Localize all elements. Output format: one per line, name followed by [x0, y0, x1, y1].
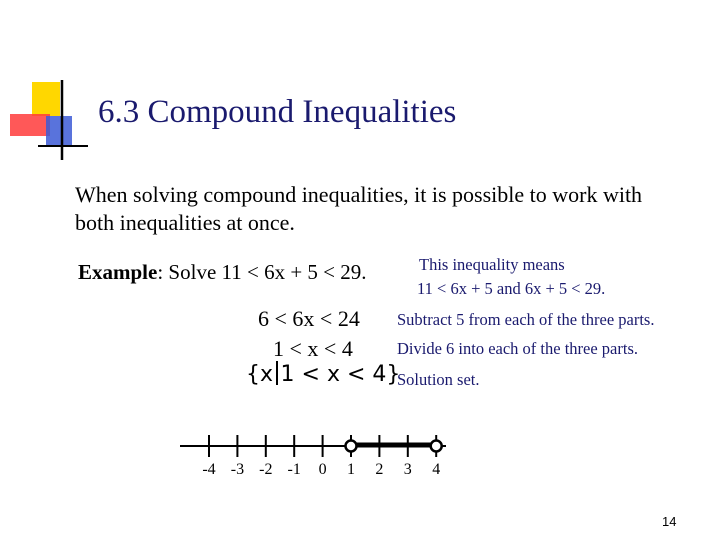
logo-red-bar	[10, 114, 50, 136]
intro-paragraph: When solving compound inequalities, it is possible to work with both inequalities at once.	[75, 182, 643, 235]
annotation-solution-set: Solution set.	[397, 370, 480, 389]
number-line-tick-label: 2	[375, 461, 384, 478]
logo-yellow-square	[32, 82, 60, 116]
set-right: 1 < x < 4}	[280, 362, 401, 387]
annotation-subtract: Subtract 5 from each of the three parts.	[397, 310, 655, 329]
logo-blue-square	[46, 116, 72, 146]
example-text: : Solve 11 < 6x + 5 < 29.	[157, 260, 367, 284]
number-line-tick-label: 3	[403, 461, 412, 478]
set-left: {x	[246, 362, 274, 387]
number-line-tick-label: -3	[230, 461, 245, 478]
set-divider	[276, 361, 278, 385]
page-number: 14	[662, 514, 677, 529]
number-line-tick-label: 4	[432, 461, 441, 478]
open-endpoint-right	[431, 441, 442, 452]
number-line	[176, 428, 456, 488]
open-endpoint-left	[346, 441, 357, 452]
step-subtract: 6 < 6x < 24	[258, 306, 360, 331]
step-divide: 1 < x < 4	[273, 336, 353, 361]
number-line-tick-label: 1	[347, 461, 355, 478]
number-line-tick-label: 0	[318, 461, 327, 478]
note-line-1: This inequality means	[419, 255, 565, 274]
example-line	[78, 260, 367, 285]
number-line-tick-label: -2	[259, 461, 273, 478]
slide-title: 6.3 Compound Inequalities	[98, 94, 457, 130]
example-label: Example	[78, 260, 158, 284]
solution-set-notation	[246, 361, 400, 387]
number-line-tick-label: -1	[287, 461, 301, 478]
annotation-divide: Divide 6 into each of the three parts.	[397, 339, 638, 358]
inequality-meaning-note	[417, 253, 605, 301]
note-line-2: 11 < 6x + 5 and 6x + 5 < 29.	[417, 279, 606, 298]
number-line-tick-label: -4	[202, 461, 216, 478]
slide-logo	[8, 80, 88, 162]
